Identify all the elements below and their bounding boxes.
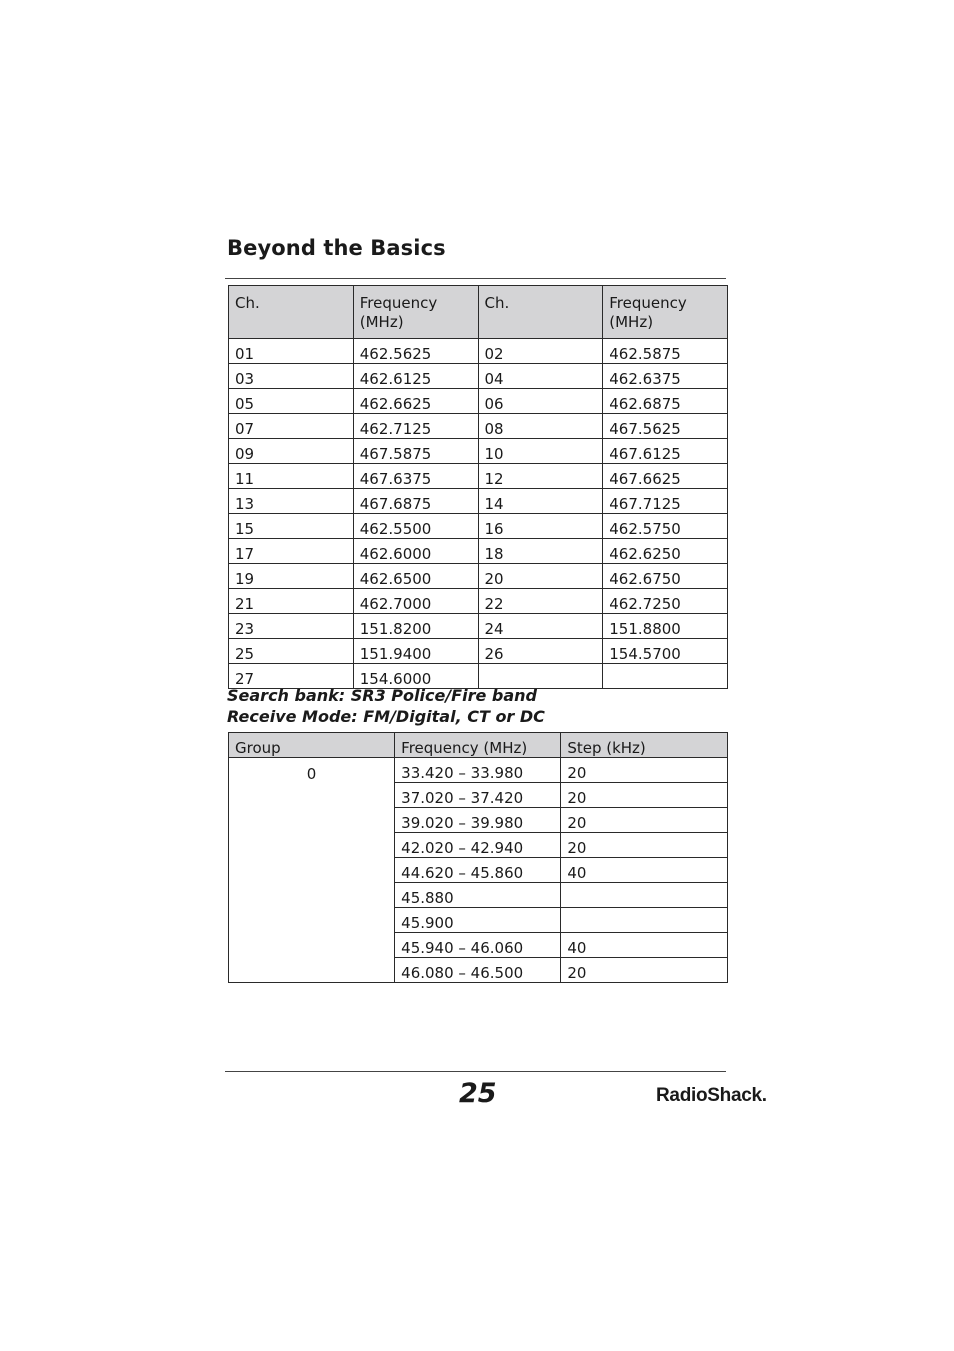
bottom-divider bbox=[225, 1071, 726, 1072]
channel-cell: 02 bbox=[478, 339, 603, 364]
channel-cell: 11 bbox=[229, 464, 354, 489]
channel-cell: 15 bbox=[229, 514, 354, 539]
table-row bbox=[229, 489, 728, 514]
frequency-range-cell: 44.620 – 45.860 bbox=[395, 858, 561, 883]
band-frequency-table bbox=[228, 732, 728, 983]
channel-cell: 08 bbox=[478, 414, 603, 439]
table-row bbox=[229, 464, 728, 489]
radioshack-logo: RadioShack. bbox=[656, 1085, 767, 1106]
channel-cell: 18 bbox=[478, 539, 603, 564]
frequency-cell: 462.6375 bbox=[603, 364, 728, 389]
step-cell: 20 bbox=[561, 958, 728, 983]
frequency-cell: 462.6000 bbox=[353, 539, 478, 564]
channel-cell: 06 bbox=[478, 389, 603, 414]
frequency-cell: 462.6875 bbox=[603, 389, 728, 414]
channel-cell: 04 bbox=[478, 364, 603, 389]
channel-cell: 20 bbox=[478, 564, 603, 589]
group-cell: 0 bbox=[229, 758, 395, 983]
frequency-range-cell: 33.420 – 33.980 bbox=[395, 758, 561, 783]
section-title: Beyond the Basics bbox=[227, 236, 446, 260]
page-number: 25 bbox=[459, 1078, 497, 1109]
step-header: Step (kHz) bbox=[561, 733, 728, 758]
search-bank-note: Search bank: SR3 Police/Fire band bbox=[227, 686, 537, 705]
table-row bbox=[229, 758, 728, 783]
frequency-cell: 462.5750 bbox=[603, 514, 728, 539]
channel-table-body bbox=[229, 339, 728, 689]
table-row bbox=[229, 639, 728, 664]
search-notes bbox=[227, 685, 545, 727]
channel-cell: 01 bbox=[229, 339, 354, 364]
table-row bbox=[229, 564, 728, 589]
table-row bbox=[229, 339, 728, 364]
channel-cell: 27 bbox=[229, 664, 354, 689]
frequency-cell: 462.7000 bbox=[353, 589, 478, 614]
table-row bbox=[229, 414, 728, 439]
frequency-cell: 467.7125 bbox=[603, 489, 728, 514]
channel-cell: 09 bbox=[229, 439, 354, 464]
table-row bbox=[229, 514, 728, 539]
frequency-cell: 467.6625 bbox=[603, 464, 728, 489]
frequency-range-cell: 39.020 – 39.980 bbox=[395, 808, 561, 833]
frequency-cell: 151.9400 bbox=[353, 639, 478, 664]
table-row bbox=[229, 439, 728, 464]
channel-cell: 26 bbox=[478, 639, 603, 664]
frequency-cell: 462.6125 bbox=[353, 364, 478, 389]
channel-table-header-row bbox=[229, 286, 728, 339]
channel-cell: 24 bbox=[478, 614, 603, 639]
receive-mode-note: Receive Mode: FM/Digital, CT or DC bbox=[227, 707, 545, 726]
frequency-cell: 462.6625 bbox=[353, 389, 478, 414]
table-row bbox=[229, 364, 728, 389]
channel-header: Ch. bbox=[229, 286, 354, 339]
step-cell: 40 bbox=[561, 933, 728, 958]
table-row bbox=[229, 589, 728, 614]
channel-cell: 07 bbox=[229, 414, 354, 439]
frequency-cell: 462.6750 bbox=[603, 564, 728, 589]
frequency-cell: 462.5625 bbox=[353, 339, 478, 364]
channel-cell: 03 bbox=[229, 364, 354, 389]
frequency-range-cell: 45.900 bbox=[395, 908, 561, 933]
frequency-cell: 154.5700 bbox=[603, 639, 728, 664]
frequency-cell: 151.8800 bbox=[603, 614, 728, 639]
channel-cell: 10 bbox=[478, 439, 603, 464]
top-divider bbox=[225, 278, 726, 279]
step-cell: 20 bbox=[561, 783, 728, 808]
step-cell bbox=[561, 883, 728, 908]
frequency-cell: 467.5625 bbox=[603, 414, 728, 439]
table-row bbox=[229, 389, 728, 414]
frequency-range-cell: 45.880 bbox=[395, 883, 561, 908]
step-cell: 20 bbox=[561, 808, 728, 833]
channel-cell: 25 bbox=[229, 639, 354, 664]
channel-cell: 17 bbox=[229, 539, 354, 564]
frequency-cell: 462.5875 bbox=[603, 339, 728, 364]
table-row bbox=[229, 614, 728, 639]
frequency-cell: 467.6875 bbox=[353, 489, 478, 514]
frequency-cell: 462.5500 bbox=[353, 514, 478, 539]
channel-cell: 05 bbox=[229, 389, 354, 414]
channel-cell: 12 bbox=[478, 464, 603, 489]
channel-cell: 19 bbox=[229, 564, 354, 589]
channel-cell: 22 bbox=[478, 589, 603, 614]
frequency-cell: 462.7250 bbox=[603, 589, 728, 614]
channel-cell: 21 bbox=[229, 589, 354, 614]
channel-cell: 14 bbox=[478, 489, 603, 514]
table-row bbox=[229, 539, 728, 564]
frequency-cell: 467.6375 bbox=[353, 464, 478, 489]
frequency-header: Frequency (MHz) bbox=[395, 733, 561, 758]
frequency-cell: 462.6250 bbox=[603, 539, 728, 564]
frequency-cell: 151.8200 bbox=[353, 614, 478, 639]
frequency-range-cell: 46.080 – 46.500 bbox=[395, 958, 561, 983]
frequency-header: Frequency (MHz) bbox=[603, 286, 728, 339]
step-cell: 20 bbox=[561, 833, 728, 858]
frequency-cell: 462.7125 bbox=[353, 414, 478, 439]
channel-cell: 23 bbox=[229, 614, 354, 639]
group-header: Group bbox=[229, 733, 395, 758]
frequency-cell bbox=[603, 664, 728, 689]
frequency-header: Frequency (MHz) bbox=[353, 286, 478, 339]
step-cell bbox=[561, 908, 728, 933]
frequency-range-cell: 45.940 – 46.060 bbox=[395, 933, 561, 958]
band-table-body bbox=[229, 758, 728, 983]
channel-frequency-table bbox=[228, 285, 728, 689]
frequency-cell: 467.5875 bbox=[353, 439, 478, 464]
frequency-cell: 462.6500 bbox=[353, 564, 478, 589]
frequency-cell: 154.6000 bbox=[353, 664, 478, 689]
frequency-cell: 467.6125 bbox=[603, 439, 728, 464]
channel-cell: 13 bbox=[229, 489, 354, 514]
channel-header: Ch. bbox=[478, 286, 603, 339]
step-cell: 40 bbox=[561, 858, 728, 883]
frequency-range-cell: 42.020 – 42.940 bbox=[395, 833, 561, 858]
step-cell: 20 bbox=[561, 758, 728, 783]
channel-cell: 16 bbox=[478, 514, 603, 539]
band-table-header-row bbox=[229, 733, 728, 758]
frequency-range-cell: 37.020 – 37.420 bbox=[395, 783, 561, 808]
